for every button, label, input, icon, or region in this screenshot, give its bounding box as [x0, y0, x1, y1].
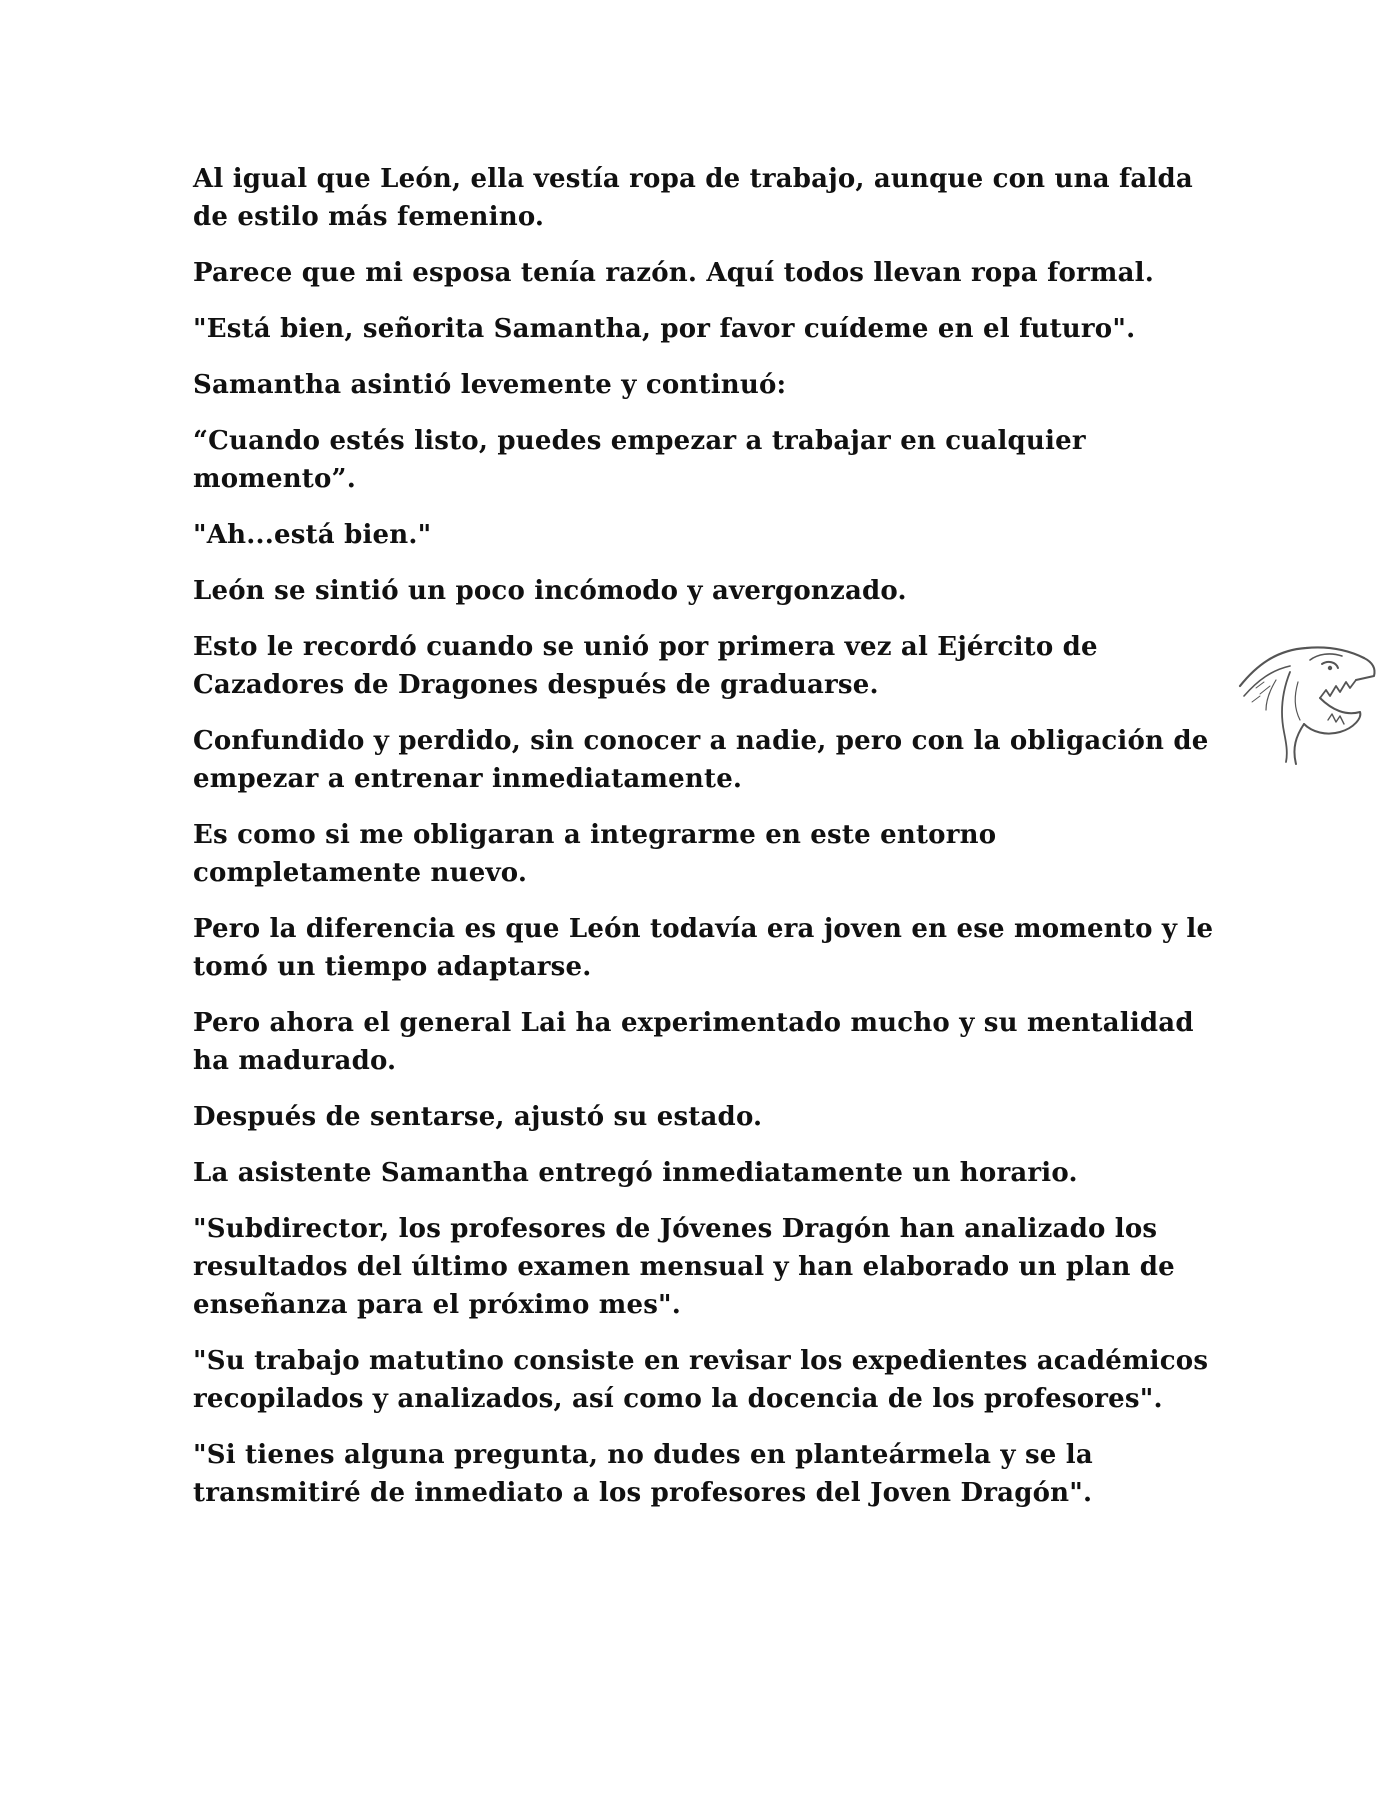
text-body: [193, 160, 1223, 1530]
paragraph: "Subdirector, los profesores de Jóvenes Dragón han analizado los resultados del último examen mensual y han elaborado un plan de enseñanza para el próximo mes".: [193, 1214, 1175, 1320]
paragraph: La asistente Samantha entregó inmediatamente un horario.: [193, 1158, 1078, 1188]
paragraph: "Su trabajo matutino consiste en revisar los expedientes académicos recopilados y analizados, así como la docencia de los profesores".: [193, 1346, 1209, 1414]
paragraph: Es como si me obligaran a integrarme en este entorno completamente nuevo.: [193, 820, 997, 888]
paragraph: “Cuando estés listo, puedes empezar a trabajar en cualquier momento”.: [193, 426, 1086, 494]
paragraph: Después de sentarse, ajustó su estado.: [193, 1102, 763, 1132]
paragraph: "Ah...está bien.": [193, 520, 432, 550]
paragraph: Al igual que León, ella vestía ropa de trabajo, aunque con una falda de estilo más femenino.: [193, 164, 1193, 232]
paragraph: León se sintió un poco incómodo y avergonzado.: [193, 576, 907, 606]
paragraph: Confundido y perdido, sin conocer a nadie, pero con la obligación de empezar a entrenar inmediatamente.: [193, 726, 1209, 794]
paragraph: "Está bien, señorita Samantha, por favor cuídeme en el futuro".: [193, 314, 1136, 344]
dinosaur-head-icon: [1236, 636, 1380, 768]
paragraph: "Si tienes alguna pregunta, no dudes en planteármela y se la transmitiré de inmediato a los profesores del Joven Dragón".: [193, 1440, 1093, 1508]
paragraph: Samantha asintió levemente y continuó:: [193, 370, 787, 400]
paragraph: Pero la diferencia es que León todavía era joven en ese momento y le tomó un tiempo adaptarse.: [193, 914, 1214, 982]
paragraph: Esto le recordó cuando se unió por primera vez al Ejército de Cazadores de Dragones después de graduarse.: [193, 632, 1098, 700]
paragraph: Pero ahora el general Lai ha experimentado mucho y su mentalidad ha madurado.: [193, 1008, 1194, 1076]
paragraph: Parece que mi esposa tenía razón. Aquí todos llevan ropa formal.: [193, 258, 1154, 288]
